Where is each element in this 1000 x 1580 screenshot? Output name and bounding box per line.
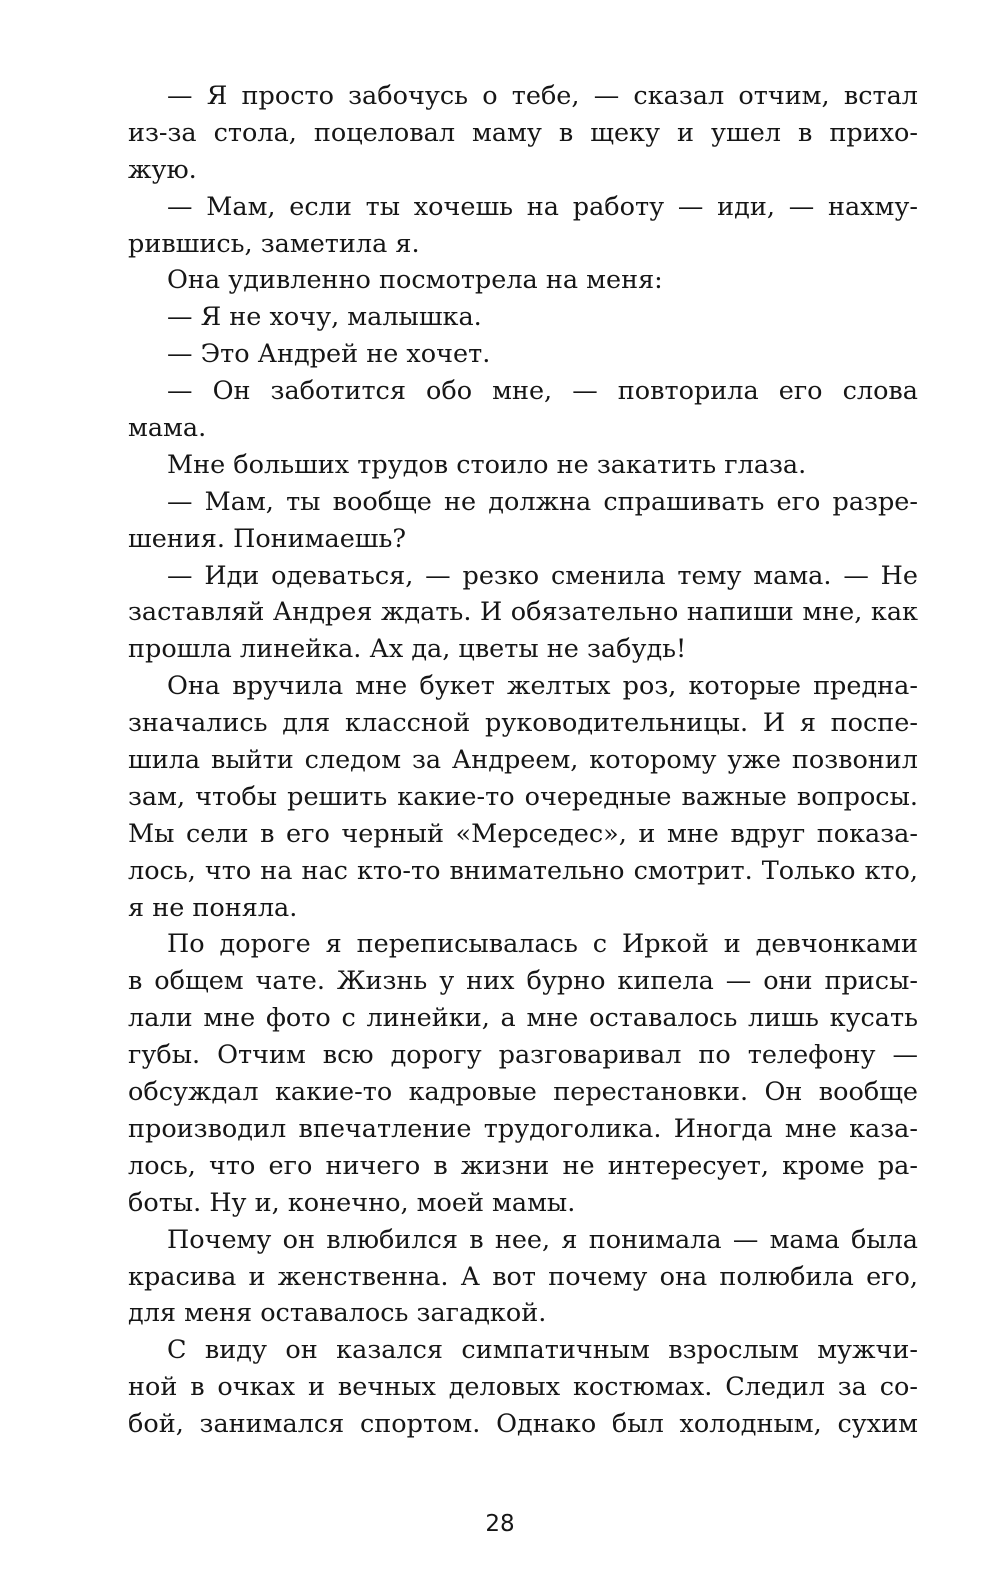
text-line: красива и женственна. А вот почему она полюбила его, bbox=[128, 1261, 918, 1292]
text-line: для меня оставалось загадкой. bbox=[128, 1298, 547, 1329]
text-line: в общем чате. Жизнь у них бурно кипела — они присы- bbox=[128, 966, 918, 997]
page-number: 28 bbox=[485, 1511, 515, 1537]
text-line: жую. bbox=[128, 154, 197, 185]
text-line: шила выйти следом за Андреем, которому уже позвонил bbox=[128, 745, 918, 776]
text-line: — Он заботится обо мне, — повторила его слова bbox=[167, 376, 918, 407]
text-line: По дороге я переписывалась с Иркой и девчонками bbox=[167, 929, 918, 960]
text-line: — Мам, если ты хочешь на работу — иди, — нахму- bbox=[167, 191, 918, 222]
text-line: ной в очках и вечных деловых костюмах. Следил за со- bbox=[128, 1372, 918, 1403]
text-line: лали мне фото с линейки, а мне оставалось лишь кусать bbox=[128, 1003, 918, 1034]
text-line: мама. bbox=[128, 413, 207, 444]
text-line: я не поняла. bbox=[128, 892, 298, 923]
text-line: — Иди одеваться, — резко сменила тему мама. — Не bbox=[167, 560, 918, 591]
text-line: заставляй Андрея ждать. И обязательно напиши мне, как bbox=[128, 597, 918, 628]
text-line: производил впечатление трудоголика. Иногда мне каза- bbox=[128, 1113, 918, 1144]
page-text bbox=[128, 78, 918, 1443]
text-line: значались для классной руководительницы. И я поспе- bbox=[128, 708, 918, 739]
text-line: обсуждал какие-то кадровые перестановки. Он вообще bbox=[128, 1077, 918, 1108]
text-line: из-за стола, поцеловал маму в щеку и ушел в прихо- bbox=[128, 117, 918, 148]
text-line: боты. Ну и, конечно, моей мамы. bbox=[128, 1187, 576, 1218]
text-line: С виду он казался симпатичным взрослым мужчи- bbox=[167, 1335, 918, 1366]
text-line: — Я не хочу, малышка. bbox=[167, 302, 482, 333]
text-line: бой, занимался спортом. Однако был холодным, сухим bbox=[128, 1409, 918, 1440]
text-line: Она вручила мне букет желтых роз, которые предна- bbox=[167, 671, 918, 702]
text-line: Мы сели в его черный «Мерседес», и мне вдруг показа- bbox=[128, 818, 918, 849]
text-line: лось, что его ничего в жизни не интересует, кроме ра- bbox=[128, 1150, 918, 1181]
text-line: рившись, заметила я. bbox=[128, 228, 420, 259]
text-line: — Мам, ты вообще не должна спрашивать его разре- bbox=[167, 486, 918, 517]
text-line: Почему он влюбился в нее, я понимала — мама была bbox=[167, 1224, 918, 1255]
text-line: прошла линейка. Ах да, цветы не забудь! bbox=[128, 634, 687, 665]
text-line: лось, что на нас кто-то внимательно смотрит. Только кто, bbox=[128, 855, 918, 886]
text-line: Она удивленно посмотрела на меня: bbox=[167, 265, 663, 296]
text-line: — Это Андрей не хочет. bbox=[167, 339, 491, 370]
text-line: зам, чтобы решить какие-то очередные важные вопросы. bbox=[128, 781, 918, 812]
text-line: губы. Отчим всю дорогу разговаривал по телефону — bbox=[128, 1040, 918, 1071]
text-line: Мне больших трудов стоило не закатить глаза. bbox=[167, 449, 807, 480]
text-line: — Я просто забочусь о тебе, — сказал отчим, встал bbox=[167, 81, 918, 111]
text-line: шения. Понимаешь? bbox=[128, 523, 407, 554]
